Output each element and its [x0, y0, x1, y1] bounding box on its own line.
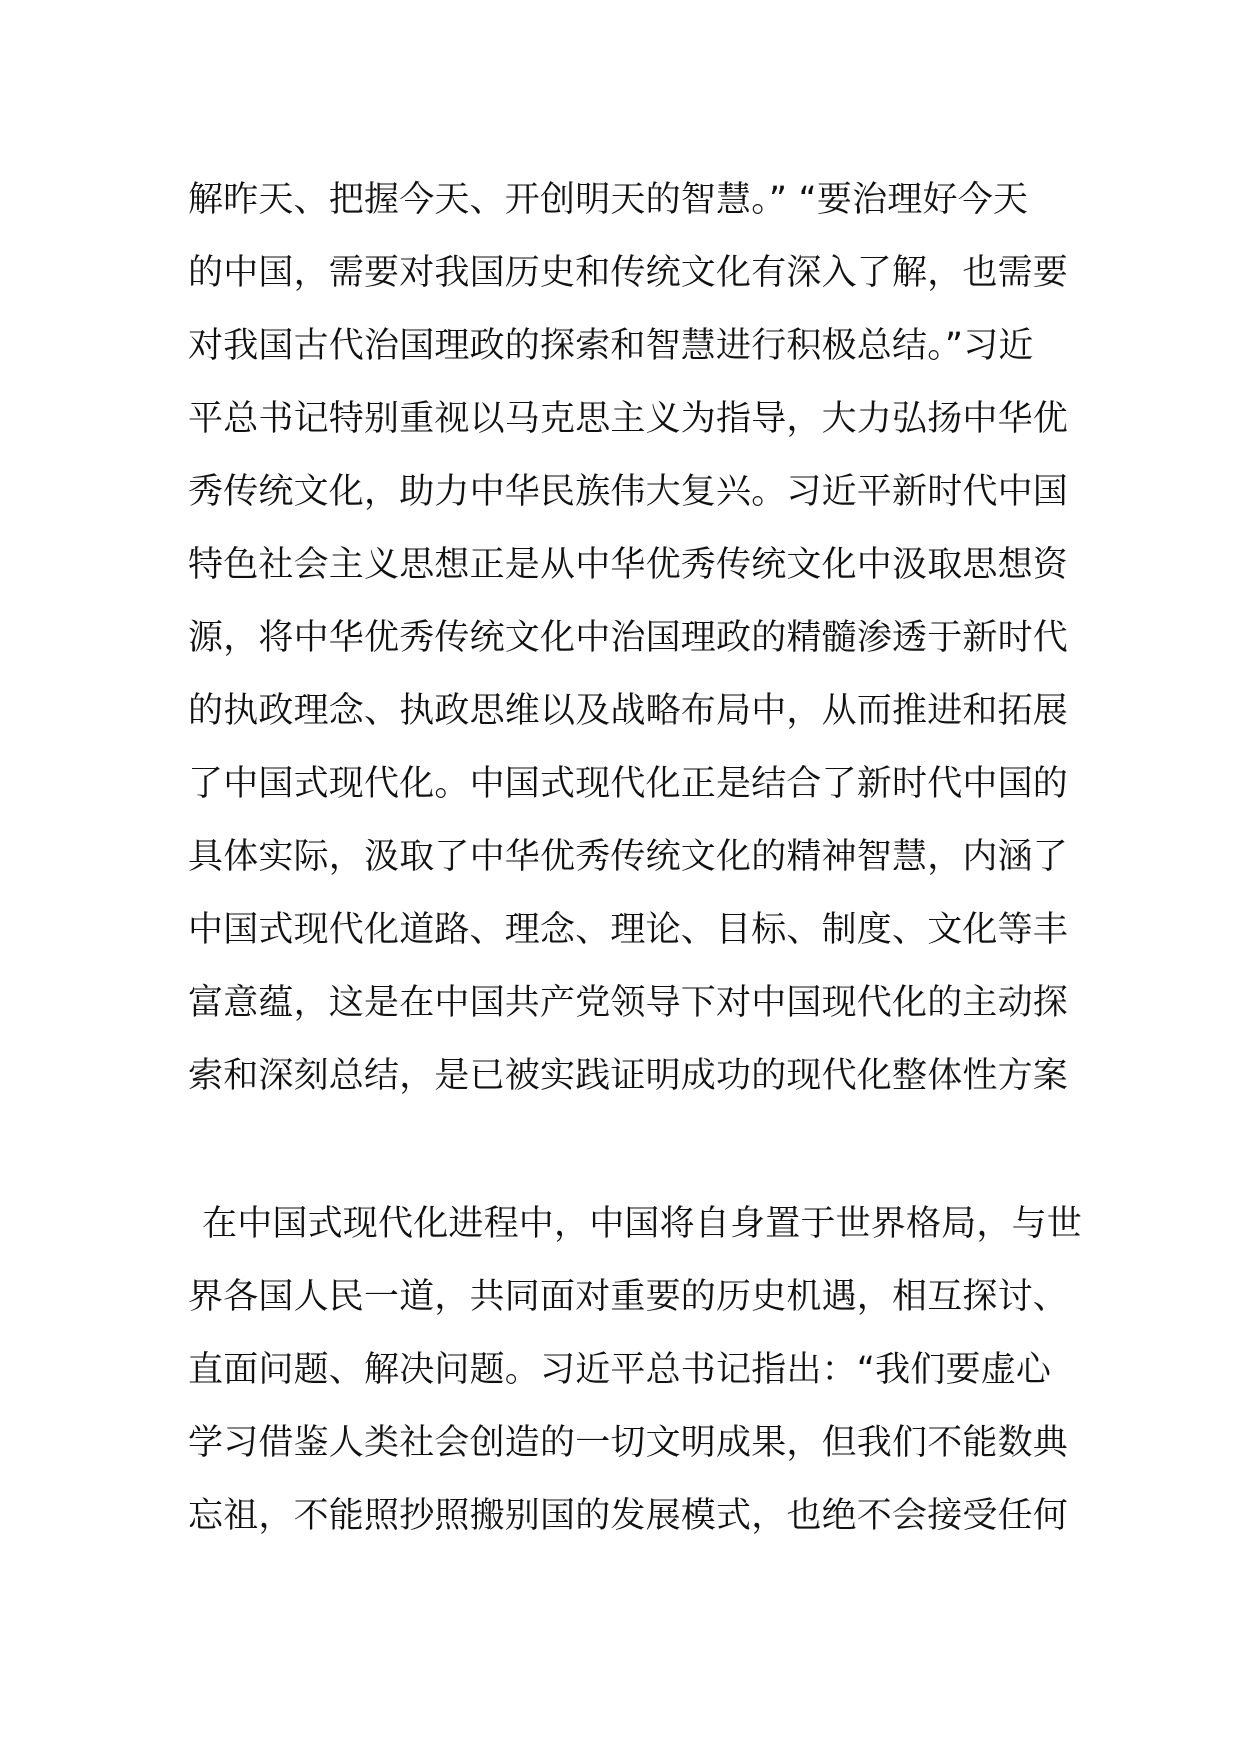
text-line: 源，将中华优秀传统文化中治国理政的精髓渗透于新时代 [188, 618, 1069, 658]
text-line: 了中国式现代化。中国式现代化正是结合了新时代中国的 [188, 764, 1069, 804]
text-line: 秀传统文化，助力中华民族伟大复兴。习近平新时代中国 [188, 472, 1069, 512]
text-line: 界各国人民一道，共同面对重要的历史机遇，相互探讨、 [188, 1277, 1069, 1317]
text-line: 解昨天、把握今天、开创明天的智慧。” “要治理好今天 [188, 180, 1029, 220]
text-line: 特色社会主义思想正是从中华优秀传统文化中汲取思想资 [188, 545, 1069, 585]
text-line: 中国式现代化道路、理念、理论、目标、制度、文化等丰 [188, 910, 1069, 950]
text-line: 索和深刻总结，是已被实践证明成功的现代化整体性方案 [188, 1056, 1069, 1096]
text-line: 学习借鉴人类社会创造的一切文明成果，但我们不能数典 [188, 1423, 1069, 1463]
paragraph-2 [188, 1196, 1083, 1561]
text-line: 平总书记特别重视以马克思主义为指导，大力弘扬中华优 [188, 399, 1069, 439]
text-line: 的中国，需要对我国历史和传统文化有深入了解，也需要 [188, 253, 1069, 293]
text-line: 富意蕴，这是在中国共产党领导下对中国现代化的主动探 [188, 983, 1069, 1023]
text-line: 忘祖，不能照抄照搬别国的发展模式，也绝不会接受任何 [188, 1496, 1069, 1536]
text-line: 直面问题、解决问题。习近平总书记指出：“我们要虚心 [188, 1350, 1052, 1390]
text-line: 对我国古代治国理政的探索和智慧进行积极总结。”习近 [188, 326, 1034, 366]
paragraph-1 [188, 172, 1068, 1121]
text-line: 具体实际，汲取了中华优秀传统文化的精神智慧，内涵了 [188, 837, 1069, 877]
text-line: 在中国式现代化进程中，中国将自身置于世界格局，与世 [202, 1204, 1083, 1244]
text-line: 的执政理念、执政思维以及战略布局中，从而推进和拓展 [188, 691, 1069, 731]
